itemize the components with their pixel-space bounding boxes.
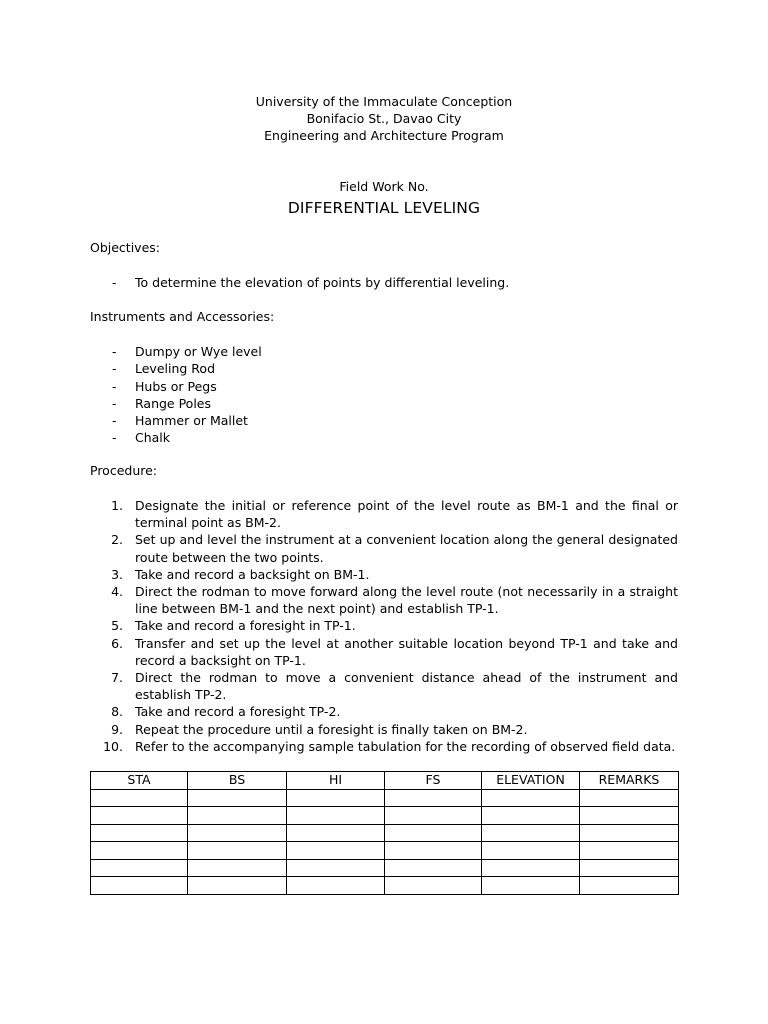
table-cell: [580, 877, 679, 895]
instrument-text: Leveling Rod: [135, 361, 216, 377]
table-cell: [580, 859, 679, 877]
table-cell: [287, 789, 385, 807]
list-item: [90, 412, 262, 429]
table-cell: [287, 877, 385, 895]
procedure-step: [90, 497, 678, 531]
step-number: 10.: [103, 738, 123, 754]
table-cell: [287, 824, 385, 842]
table-cell: [385, 789, 482, 807]
step-number: 3.: [111, 566, 123, 582]
column-header-sta: STA: [91, 772, 188, 790]
table-cell: [91, 789, 188, 807]
column-header-remarks: REMARKS: [580, 772, 679, 790]
dash-bullet: -: [112, 430, 117, 446]
column-header-hi: HI: [287, 772, 385, 790]
procedure-step: [90, 617, 678, 634]
dash-bullet: -: [112, 361, 117, 377]
list-item: [90, 360, 262, 377]
table-cell: [580, 789, 679, 807]
step-number: 9.: [111, 721, 123, 737]
table-cell: [188, 877, 287, 895]
table-row: [91, 859, 679, 877]
dash-bullet: -: [112, 344, 117, 359]
table-cell: [287, 859, 385, 877]
column-header-fs: FS: [385, 772, 482, 790]
table-cell: [287, 842, 385, 860]
column-header-elevation: ELEVATION: [482, 772, 580, 790]
step-number: 4.: [111, 584, 123, 600]
step-number: 5.: [111, 618, 123, 634]
table-cell: [482, 877, 580, 895]
field-data-table: [90, 771, 679, 895]
table-cell: [91, 807, 188, 825]
step-text: Set up and level the instrument at a convenient location along the general designated route between the two points.: [135, 532, 678, 565]
list-item: [90, 429, 262, 446]
procedure-step: [90, 669, 678, 703]
list-item: [90, 395, 262, 412]
table-cell: [385, 807, 482, 825]
table-cell: [482, 807, 580, 825]
table-cell: [91, 877, 188, 895]
procedure-step: [90, 583, 678, 617]
table-cell: [188, 824, 287, 842]
dash-bullet: -: [112, 395, 117, 411]
objectives-heading: Objectives:: [90, 240, 160, 255]
dash-bullet: -: [112, 378, 117, 394]
step-number: 2.: [111, 532, 123, 548]
table-cell: [188, 789, 287, 807]
table-cell: [188, 859, 287, 877]
list-item: [90, 343, 262, 360]
table-cell: [482, 842, 580, 860]
procedure-step: [90, 531, 678, 565]
table-row: [91, 842, 679, 860]
table-cell: [580, 842, 679, 860]
table-cell: [188, 807, 287, 825]
table-cell: [385, 877, 482, 895]
column-header-bs: BS: [188, 772, 287, 790]
dash-bullet: -: [112, 275, 117, 290]
step-number: 7.: [111, 670, 123, 686]
table-cell: [91, 824, 188, 842]
instrument-text: Range Poles: [135, 395, 212, 411]
table-cell: [580, 807, 679, 825]
table-row: [91, 807, 679, 825]
step-text: Direct the rodman to move forward along the level route (not necessarily in a straight line between BM-1 and the next point) and establish TP-1.: [135, 584, 678, 617]
procedure-step: [90, 721, 678, 738]
table-row: [91, 789, 679, 807]
step-number: 8.: [111, 704, 123, 720]
table-header-row: [91, 772, 679, 790]
step-text: Take and record a backsight on BM-1.: [135, 566, 370, 582]
instrument-text: Dumpy or Wye level: [135, 344, 262, 359]
step-text: Refer to the accompanying sample tabulation for the recording of observed field data.: [135, 738, 676, 754]
procedure-step: [90, 566, 678, 583]
objectives-list: [90, 274, 509, 291]
table-cell: [385, 859, 482, 877]
dash-bullet: -: [112, 413, 117, 429]
step-text: Transfer and set up the level at another suitable location beyond TP-1 and take and record a backsight on TP-1.: [135, 635, 678, 668]
table-cell: [580, 824, 679, 842]
step-text: Take and record a foresight in TP-1.: [135, 618, 356, 634]
instruments-heading: Instruments and Accessories:: [90, 309, 275, 324]
table-cell: [385, 824, 482, 842]
step-text: Repeat the procedure until a foresight is finally taken on BM-2.: [135, 721, 528, 737]
step-text: Direct the rodman to move a convenient distance ahead of the instrument and establish TP-2.: [135, 670, 678, 703]
table-cell: [385, 842, 482, 860]
table-cell: [188, 842, 287, 860]
procedure-list: [90, 497, 678, 755]
table-row: [91, 824, 679, 842]
list-item: [90, 274, 509, 291]
instrument-text: Hammer or Mallet: [135, 413, 248, 429]
procedure-step: [90, 635, 678, 669]
procedure-step: [90, 738, 678, 755]
instruments-list: [90, 343, 262, 447]
list-item: [90, 378, 262, 395]
table-cell: [482, 824, 580, 842]
step-text: Designate the initial or reference point of the level route as BM-1 and the final or terminal point as BM-2.: [135, 498, 678, 531]
university-name: University of the Immaculate Conception: [255, 94, 513, 109]
instrument-text: Chalk: [135, 430, 171, 446]
table-row: [91, 877, 679, 895]
step-number: 6.: [111, 635, 123, 651]
step-text: Take and record a foresight TP-2.: [135, 704, 341, 720]
instrument-text: Hubs or Pegs: [135, 378, 217, 394]
table-cell: [91, 859, 188, 877]
program-name: Engineering and Architecture Program: [264, 128, 504, 143]
procedure-heading: Procedure:: [90, 463, 158, 478]
university-address: Bonifacio St., Davao City: [306, 111, 462, 126]
field-work-label: Field Work No.: [339, 179, 429, 194]
document-title: DIFFERENTIAL LEVELING: [287, 199, 481, 217]
objective-text: To determine the elevation of points by differential leveling.: [135, 275, 510, 290]
table-cell: [482, 859, 580, 877]
table-cell: [482, 789, 580, 807]
procedure-step: [90, 703, 678, 720]
table-cell: [287, 807, 385, 825]
table-cell: [91, 842, 188, 860]
document-header: [0, 93, 768, 144]
step-number: 1.: [111, 498, 123, 513]
